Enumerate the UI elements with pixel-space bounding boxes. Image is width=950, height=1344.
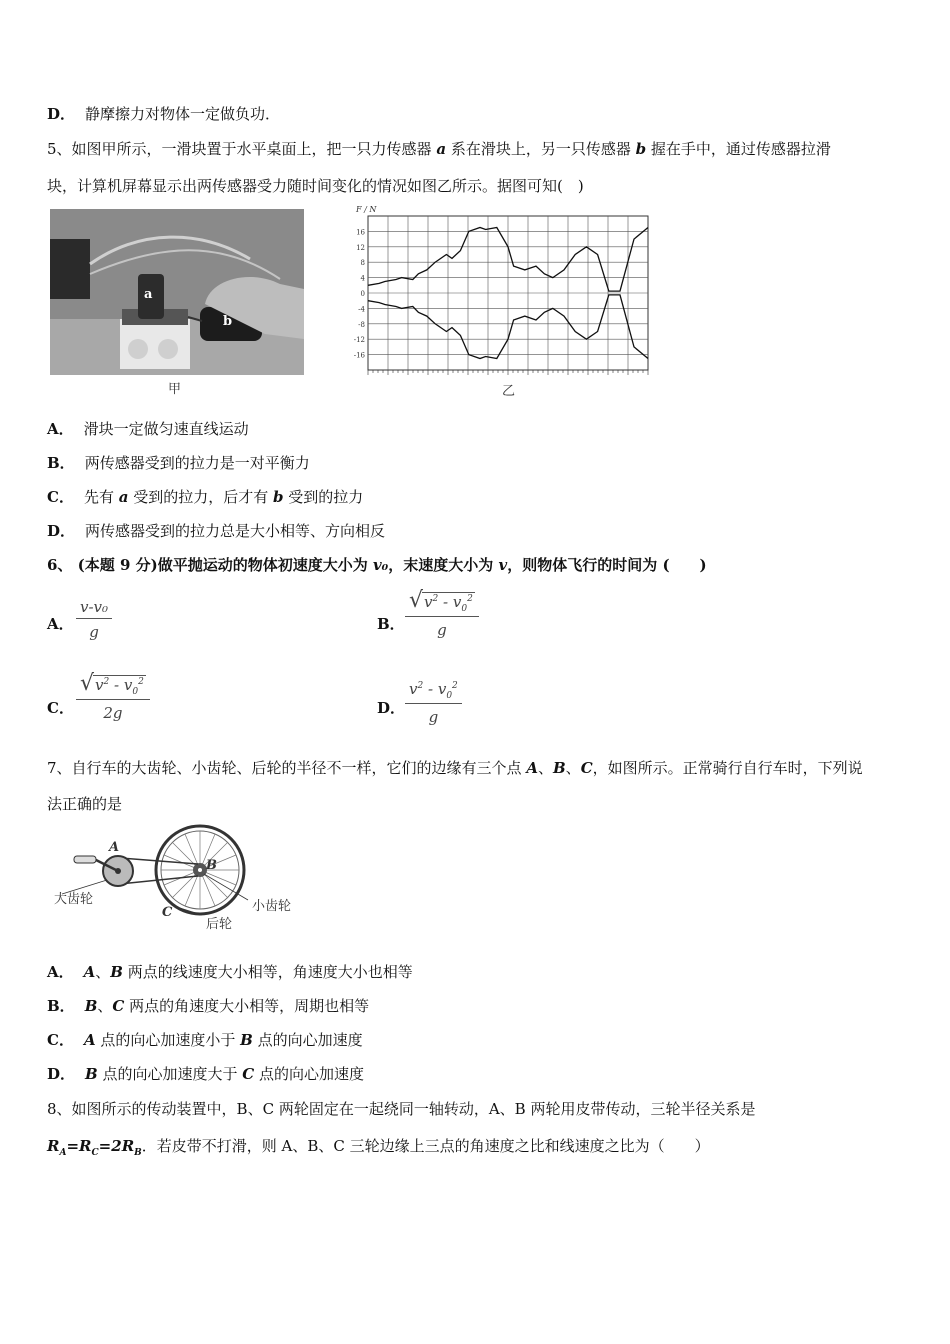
q7-option-a: A． A、B 两点的线速度大小相等，角速度大小也相等 xyxy=(47,963,413,981)
v-symbol: v xyxy=(498,556,508,574)
fig-small-gear-label: 小齿轮 xyxy=(252,899,292,914)
fig-big-gear-label: 大齿轮 xyxy=(54,892,94,907)
stem-text: 7、自行车的大齿轮、小齿轮、后轮的半径不一样，它们的边缘有三个点 xyxy=(47,759,527,777)
option-label: C． xyxy=(47,1031,74,1049)
fig-point-a: A xyxy=(109,840,120,855)
option-label: A． xyxy=(47,420,74,438)
sensor-a-symbol: a xyxy=(118,488,129,506)
q7-option-d: D． B 点的向心加速度大于 C 点的向心加速度 xyxy=(47,1065,364,1083)
q5-option-d xyxy=(47,520,385,541)
stem-text: 6、 (本题 9 分)做平抛运动的物体初速度大小为 xyxy=(47,556,373,574)
q4-option-d xyxy=(47,103,280,124)
q5-stem-line2: 块，计算机屏幕显示出两传感器受力随时间变化的情况如图乙所示。据图可知( ) xyxy=(47,177,584,195)
option-text: 点的向心加速度 xyxy=(252,1031,363,1049)
q7-option-c: C． A 点的向心加速度小于 B 点的向心加速度 xyxy=(47,1031,363,1049)
graph-caption: 乙 xyxy=(502,384,516,399)
q5-option-a xyxy=(47,418,249,439)
option-text: 受到的拉力，后才有 xyxy=(128,488,274,506)
fraction-denominator: 2g xyxy=(103,704,123,722)
fraction-numerator: v-v₀ xyxy=(76,598,112,619)
q6-option-c-formula: √ $v^2 - v_0^2$ 2g xyxy=(76,673,150,722)
sensor-photo xyxy=(50,209,304,375)
photo-caption: 甲 xyxy=(168,382,182,397)
fraction-denominator: g xyxy=(89,623,99,641)
option-text: 受到的拉力 xyxy=(283,488,364,506)
y-tick-label: 16 xyxy=(356,228,365,237)
y-tick-label: -12 xyxy=(353,336,365,345)
option-text: 滑块一定做匀速直线运动 xyxy=(83,420,249,438)
option-label: D． xyxy=(47,522,76,540)
q6-option-c-label: C． xyxy=(47,699,74,717)
sensor-a-symbol: a xyxy=(436,140,447,158)
stem-text: 5、如图甲所示，一滑块置于水平桌面上，把一只力传感器 xyxy=(47,140,437,158)
bicycle-gear-diagram xyxy=(52,822,302,932)
q5-stem-line1 xyxy=(47,138,831,159)
graph-grid xyxy=(368,216,648,375)
option-label: C． xyxy=(47,488,74,506)
q6-option-b-label: B． xyxy=(377,615,405,633)
point-c-symbol: C xyxy=(580,759,593,777)
y-tick-label: 12 xyxy=(356,243,365,252)
v0-symbol: v₀ xyxy=(372,556,389,574)
point-b-symbol: B xyxy=(552,759,566,777)
option-text: 点的向心加速度 xyxy=(254,1065,364,1083)
q6-option-a-label: A． xyxy=(47,615,74,633)
option-text: 静摩擦力对物体一定做负功． xyxy=(85,105,281,123)
stem-text: ，末速度大小为 xyxy=(388,556,499,574)
fig-point-b: B xyxy=(206,858,217,873)
y-tick-label: 4 xyxy=(360,274,365,283)
y-tick-label: -4 xyxy=(358,305,365,314)
fig-rear-wheel-label: 后轮 xyxy=(206,917,233,932)
option-text: 两传感器受到的拉力是一对平衡力 xyxy=(84,454,310,472)
y-tick-label: 0 xyxy=(360,290,365,298)
point-a-symbol: A xyxy=(526,759,538,777)
photo-label-b: b xyxy=(223,314,233,329)
option-label: A． xyxy=(47,963,74,981)
stem-text: 系在滑块上，另一只传感器 xyxy=(446,140,636,158)
option-text: 先有 xyxy=(83,488,119,506)
y-tick-label: -8 xyxy=(358,320,365,329)
option-label: D． xyxy=(47,105,76,123)
q8-stem-line2 xyxy=(47,1135,710,1158)
q7-option-b: B． B、C 两点的角速度大小相等，周期也相等 xyxy=(47,997,370,1015)
y-tick-label: 8 xyxy=(360,259,365,268)
photo-label-a: a xyxy=(144,287,153,302)
stem-text: ，则物体飞行的时间为 ( ) xyxy=(507,556,707,574)
option-label: D． xyxy=(47,1065,76,1083)
radius-relation: $R_A=R_C=2R_B$ xyxy=(47,1137,142,1158)
stem-text: ，如图所示。正常骑行自行车时，下列说 xyxy=(592,759,863,777)
option-text: 两传感器受到的拉力总是大小相等、方向相反 xyxy=(85,522,386,540)
q8-stem-line1: 8、如图所示的传动装置中，B、C 两轮固定在一起绕同一轴转动，A、B 两轮用皮带传动，三轮半径关系是 xyxy=(47,1100,756,1118)
option-text: 两点的线速度大小相等，角速度大小也相等 xyxy=(122,963,413,981)
pedal xyxy=(74,856,96,863)
q6-option-a-formula xyxy=(76,598,112,641)
fig-point-c: C xyxy=(162,905,173,920)
q6-option-d-label: D． xyxy=(377,699,406,717)
fraction-denominator: g xyxy=(428,708,439,726)
fraction-denominator: g xyxy=(437,621,447,639)
stem-text: ．若皮带不打滑，则 A、B、C 三轮边缘上三点的角速度之比和线速度之比为（ ） xyxy=(141,1137,710,1155)
q5-option-c xyxy=(47,486,363,507)
sensor-photo-drawing xyxy=(50,209,304,375)
y-tick-labels xyxy=(354,228,366,359)
q6-option-d-formula: $\frac{v^2 - v_0^2}{g}$ xyxy=(405,680,462,726)
q7-stem-line1: 7、自行车的大齿轮、小齿轮、后轮的半径不一样，它们的边缘有三个点 A、B、C，如图所示。正常骑行自行车时，下列说 xyxy=(47,759,863,777)
y-axis-label: F / N xyxy=(356,205,377,214)
sensor-b-symbol: b xyxy=(273,488,284,506)
sensor-b-symbol: b xyxy=(635,140,647,158)
q5-option-b xyxy=(47,452,310,473)
q7-stem-line2: 法正确的是 xyxy=(47,795,123,813)
option-label: B． xyxy=(47,454,75,472)
stem-text: 握在手中，通过传感器拉滑 xyxy=(646,140,831,158)
option-label: B． xyxy=(47,997,75,1015)
q6-stem xyxy=(47,554,707,575)
y-tick-label: -16 xyxy=(353,351,365,360)
force-time-graph xyxy=(340,204,660,376)
q6-option-b-formula: √ $v^2 - v_0^2$ g xyxy=(405,590,479,639)
option-text: 两点的角速度大小相等，周期也相等 xyxy=(124,997,370,1015)
